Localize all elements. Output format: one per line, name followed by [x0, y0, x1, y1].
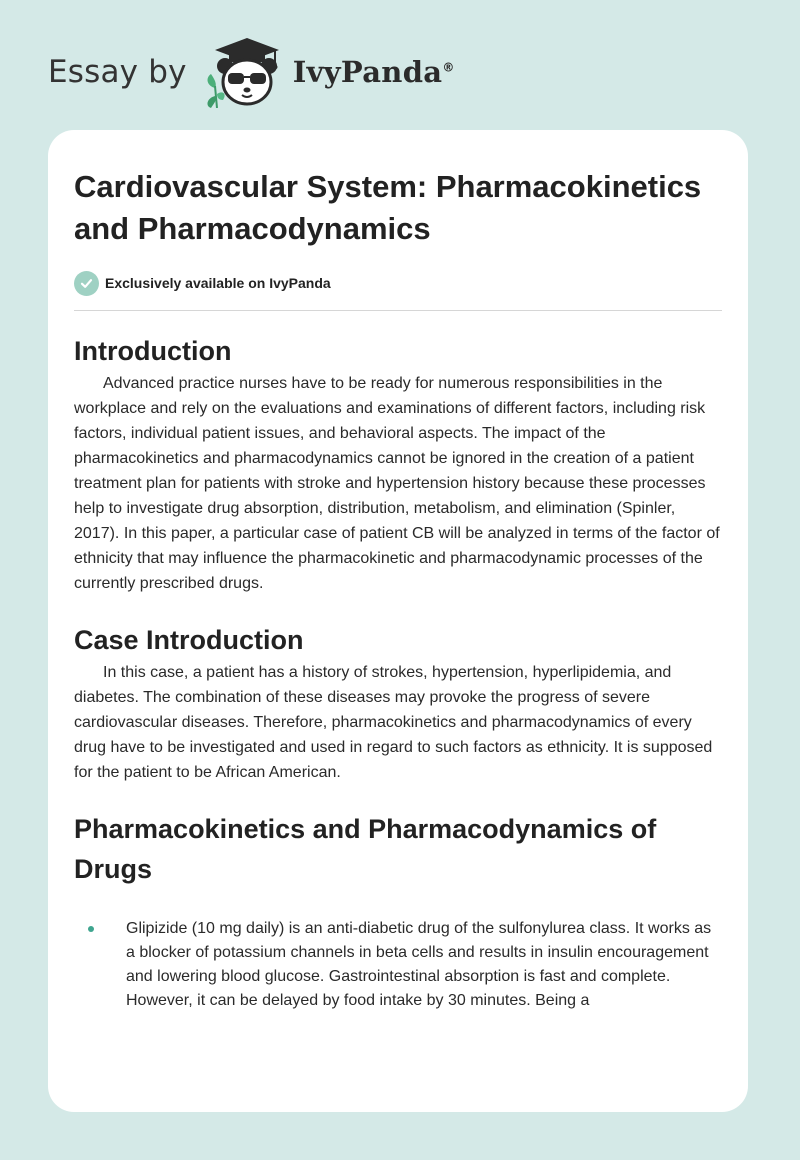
check-circle-icon	[74, 271, 99, 296]
essay-by-label: Essay by	[48, 54, 187, 90]
ivypanda-panda-logo-icon[interactable]	[201, 36, 291, 108]
title-divider	[74, 310, 722, 311]
page-title: Cardiovascular System: Pharmacokinetics and Pharmacodynamics	[74, 169, 702, 246]
introduction-paragraph: Advanced practice nurses have to be ready for numerous responsibilities in the workplace and rely on the evaluations and examinations of different factors, including risk factors, individual patient issues, and behavioral aspects. The impact of the pharmacokinetics and pharmacodynamics cannot be ignored in the creation of a patient treatment plan for patients with stroke and hypertension history because these processes help to investigate drug absorption, distribution, metabolism, and elimination (Spinler, 2017). In this paper, a particular case of patient CB will be analyzed in terms of the factor of ethnicity that may influence the pharmacokinetic and pharmacodynamic processes of the currently prescribed drugs.	[74, 375, 720, 592]
bullet-icon	[88, 926, 94, 932]
case-introduction-paragraph: In this case, a patient has a history of strokes, hypertension, hyperlipidemia, and diabetes. The combination of these diseases may provoke the progress of severe cardiovascular diseases. Therefore, pharmacokinetics and pharmacodynamics of every drug have to be investigated and used in regard to such factors as ethnicity. It is supposed for the patient to be African American.	[74, 664, 713, 781]
exclusive-badge	[74, 270, 722, 296]
list-item	[74, 917, 722, 1013]
exclusive-label: Exclusively available on IvyPanda	[105, 275, 331, 291]
site-header	[48, 36, 455, 108]
ivypanda-brand[interactable]: IvyPanda®	[292, 55, 455, 89]
registered-mark: ®	[442, 60, 455, 75]
section-heading-introduction: Introduction	[74, 336, 232, 366]
essay-card	[48, 130, 748, 1112]
section-heading-case-introduction: Case Introduction	[74, 625, 304, 655]
section-heading-drugs: Pharmacokinetics and Pharmacodynamics of Drugs	[74, 814, 657, 884]
drug-list	[74, 917, 722, 1013]
drug-item-text: Glipizide (10 mg daily) is an anti-diabetic drug of the sulfonylurea class. It works as a blocker of potassium channels in beta cells and results in insulin encouragement and lowering blood glucose. Gastrointestinal absorption is fast and complete. However, it can be delayed by food intake by 30 minutes. Being a	[126, 920, 712, 1009]
